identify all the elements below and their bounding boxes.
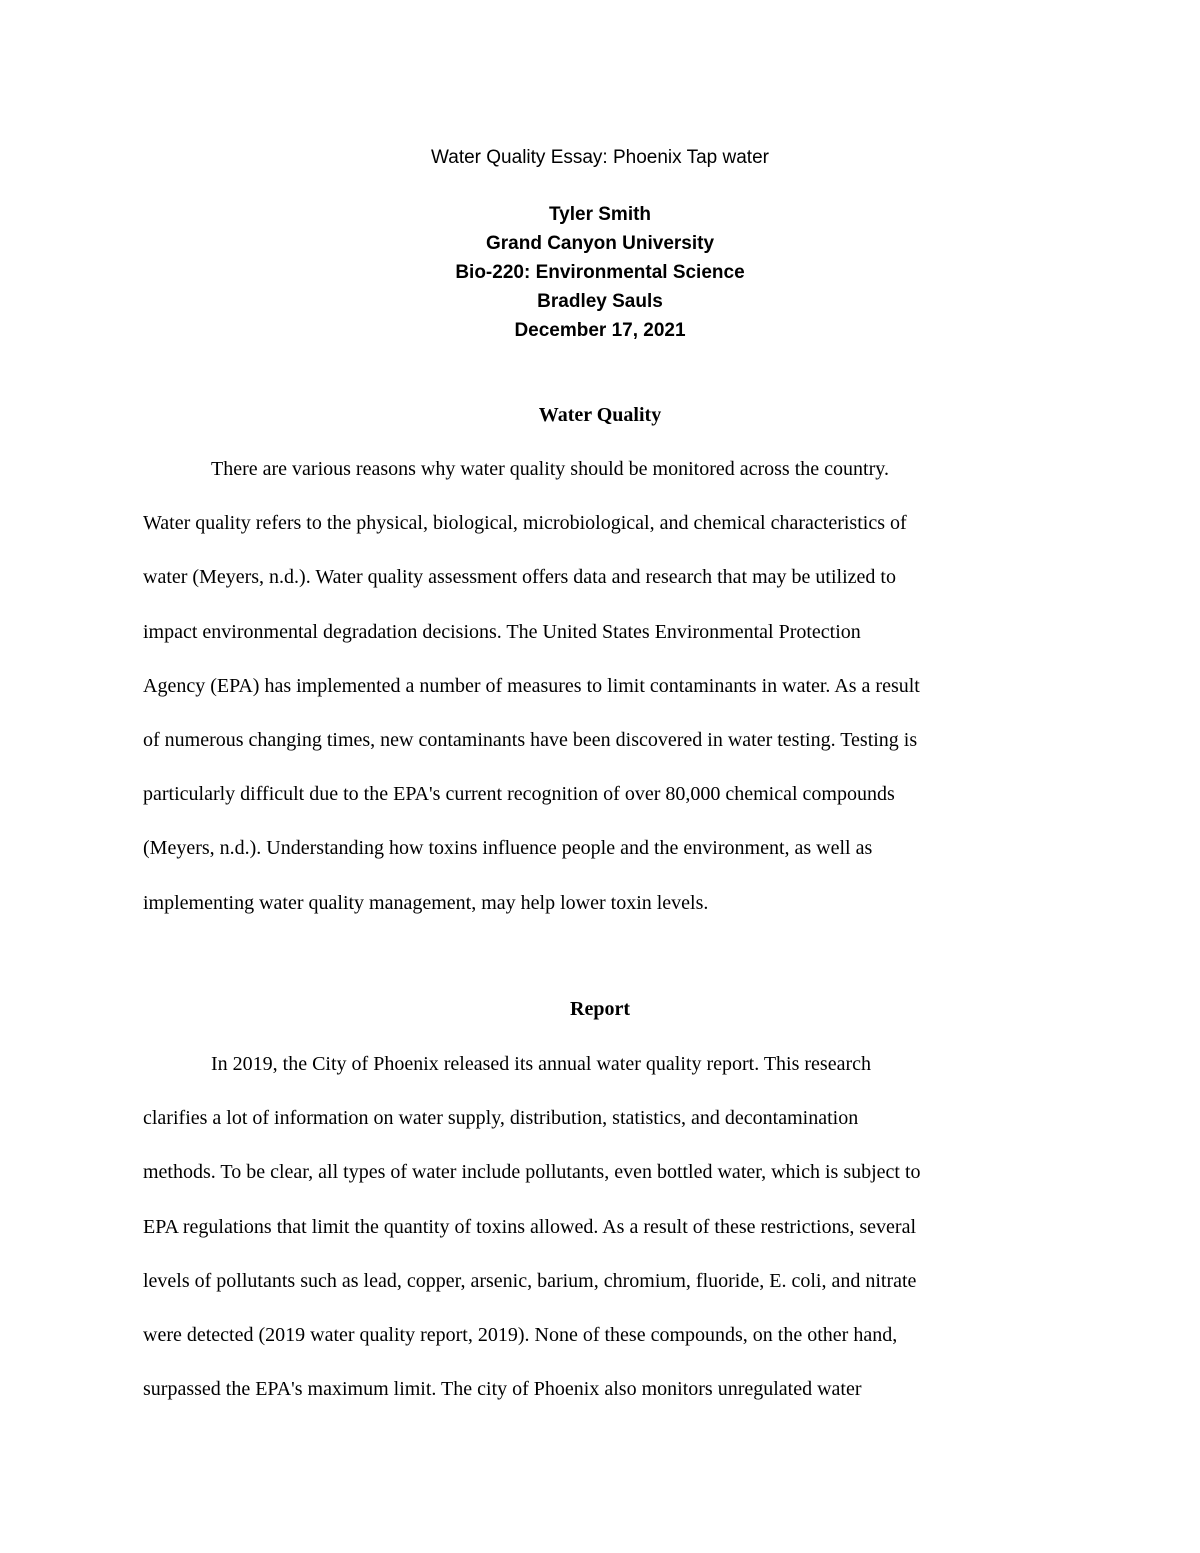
essay-title: Water Quality Essay: Phoenix Tap water bbox=[431, 147, 769, 168]
instructor-name: Bradley Sauls bbox=[537, 291, 663, 312]
paragraph-line: clarifies a lot of information on water supply, distribution, statistics, and decontamination bbox=[143, 1107, 859, 1130]
paragraph-line: of numerous changing times, new contaminants have been discovered in water testing. Testing is bbox=[143, 729, 918, 752]
author-name: Tyler Smith bbox=[548, 204, 652, 225]
institution-name: Grand Canyon University bbox=[485, 233, 715, 254]
paragraph-line: were detected (2019 water quality report, 2019). None of these compounds, on the other hand, bbox=[143, 1324, 898, 1347]
section-heading-report: Report bbox=[570, 998, 630, 1020]
paragraph-line: Water quality refers to the physical, biological, microbiological, and chemical characteristics of bbox=[143, 512, 907, 535]
paragraph-water-quality bbox=[143, 442, 1073, 930]
course-name: Bio-220: Environmental Science bbox=[455, 262, 745, 283]
section-heading-water-quality: Water Quality bbox=[538, 404, 662, 426]
title-meta bbox=[0, 200, 1200, 345]
paragraph-line: water (Meyers, n.d.). Water quality assessment offers data and research that may be utilized to bbox=[143, 566, 896, 589]
essay-date: December 17, 2021 bbox=[514, 320, 686, 341]
paragraph-line: methods. To be clear, all types of water include pollutants, even bottled water, which is subject to bbox=[143, 1161, 921, 1184]
paragraph-line: There are various reasons why water quality should be monitored across the country. bbox=[211, 458, 889, 480]
paragraph-line: implementing water quality management, may help lower toxin levels. bbox=[143, 891, 709, 914]
paragraph-line: particularly difficult due to the EPA's current recognition of over 80,000 chemical compounds bbox=[143, 783, 895, 806]
paragraph-line: EPA regulations that limit the quantity of toxins allowed. As a result of these restrictions, several bbox=[143, 1215, 917, 1238]
paragraph-report bbox=[143, 1037, 1073, 1416]
paragraph-line: (Meyers, n.d.). Understanding how toxins influence people and the environment, as well as bbox=[143, 837, 873, 860]
paragraph-line: Agency (EPA) has implemented a number of measures to limit contaminants in water. As a result bbox=[143, 674, 920, 697]
paragraph-line: impact environmental degradation decisions. The United States Environmental Protection bbox=[143, 620, 861, 643]
paragraph-line: levels of pollutants such as lead, copper, arsenic, barium, chromium, fluoride, E. coli, and nitrate bbox=[143, 1269, 917, 1292]
paragraph-line: In 2019, the City of Phoenix released its annual water quality report. This research bbox=[211, 1053, 871, 1075]
paragraph-line: surpassed the EPA's maximum limit. The city of Phoenix also monitors unregulated water bbox=[143, 1378, 862, 1401]
